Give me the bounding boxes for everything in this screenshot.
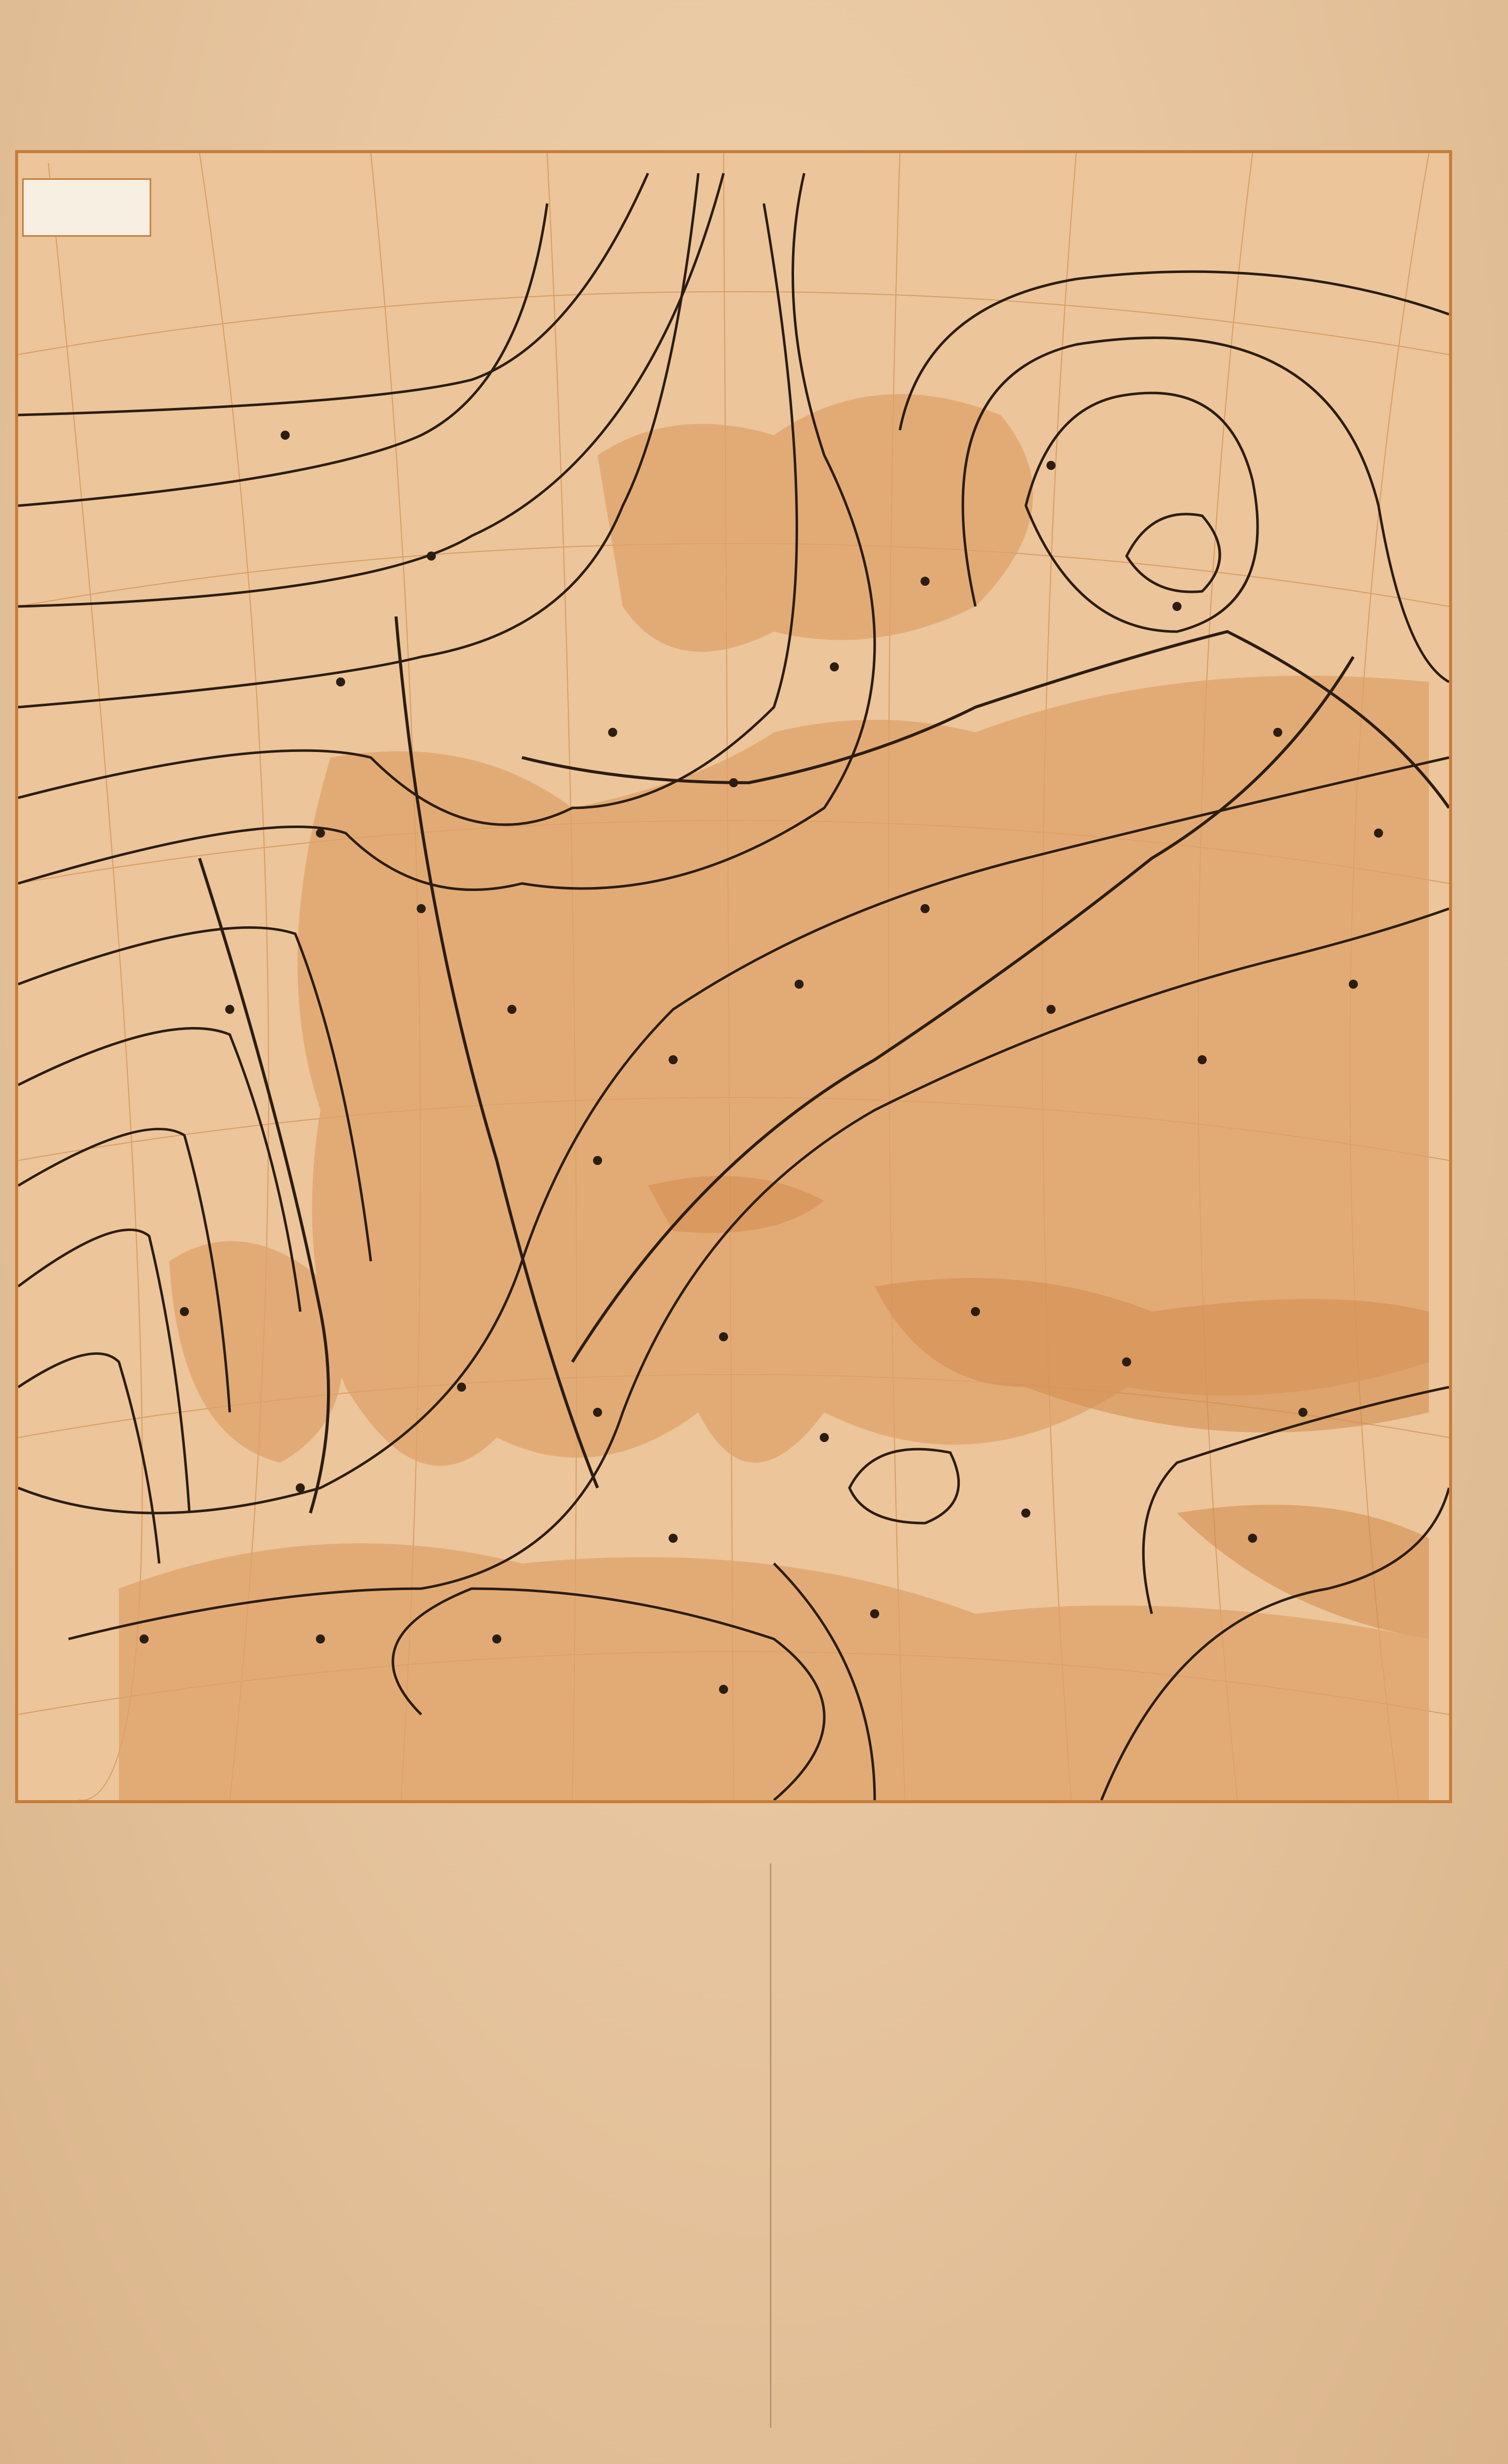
weather-map (15, 150, 1452, 1803)
column-divider (770, 1864, 771, 2428)
land-relief (119, 394, 1429, 1800)
map-legend-box (22, 178, 151, 237)
weather-map-graphic (18, 153, 1449, 1800)
